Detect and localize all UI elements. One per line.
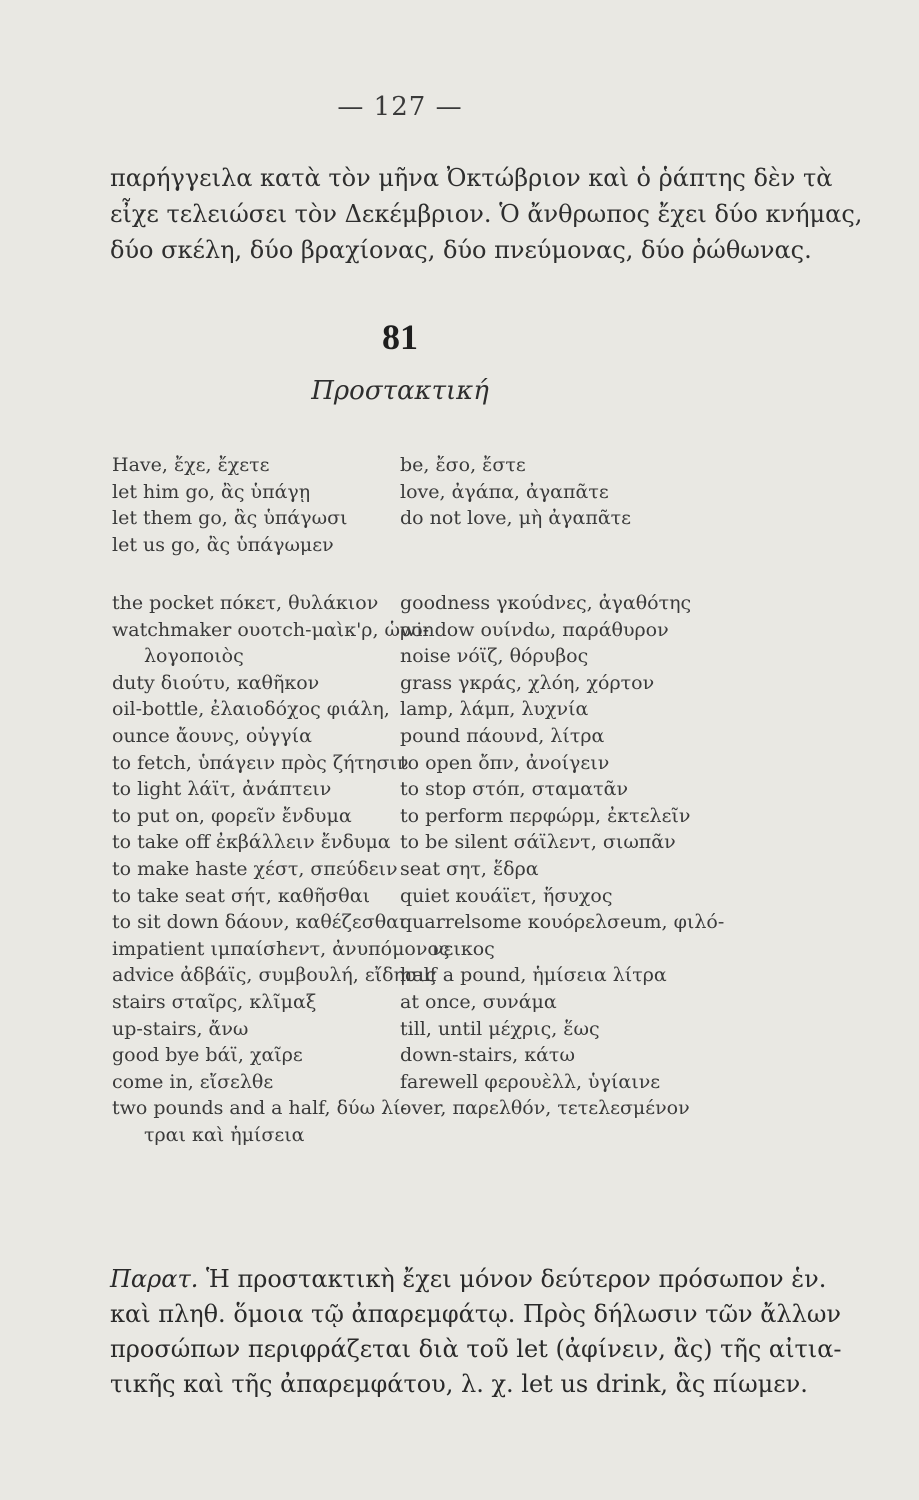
grammar-note bbox=[110, 1262, 842, 1402]
vocab-entry: ounce ἄουνς, οὐγγία bbox=[112, 724, 312, 747]
lesson-title: Προστακτική bbox=[311, 376, 489, 406]
vocab-entry: come in, εἴσελθε bbox=[112, 1070, 274, 1093]
intro-line: παρήγγειλα κατὰ τὸν μῆνα Ὀκτώβριον καὶ ὁ ῥάπτης δὲν τὰ bbox=[110, 164, 833, 192]
vocab-list-right bbox=[400, 590, 760, 1122]
vocab-entry: stairs σταῖρς, κλῖμαξ bbox=[112, 990, 317, 1013]
vocab-entry: up-stairs, ἄνω bbox=[112, 1017, 249, 1040]
note-text: Ἡ προστακτικὴ ἔχει μόνον δεύτερον πρόσωπον ἑν. bbox=[206, 1265, 827, 1293]
vocab-entry: till, until μέχρις, ἕως bbox=[400, 1017, 600, 1040]
vocab-list-left bbox=[112, 590, 450, 1148]
vocab-entry: to stop στόπ, σταματᾶν bbox=[400, 778, 629, 801]
vocab-column-right bbox=[400, 452, 760, 1232]
intro-paragraph bbox=[110, 160, 863, 268]
vocab-entry: to take off ἐκβάλλειν ἔνδυμα bbox=[112, 831, 391, 854]
lesson-number: 81 bbox=[382, 317, 418, 357]
vocab-entry: to put on, φορεῖν ἔνδυμα bbox=[112, 804, 352, 827]
vocab-entry: down-stairs, κάτω bbox=[400, 1044, 575, 1067]
vocab-entry: duty διούτυ, καθῆκον bbox=[112, 671, 320, 694]
vocab-entry: good bye bάϊ, χαῖρε bbox=[112, 1044, 303, 1067]
vocab-entry: to open ὄπν, ἀνοίγειν bbox=[400, 751, 610, 774]
vocab-entry: pound πάουνd, λίτρα bbox=[400, 724, 605, 747]
vocab-entry: let them go, ἂς ὑπάγωσι bbox=[112, 507, 348, 530]
vocab-entry: two pounds and a half, δύω λί- bbox=[112, 1097, 408, 1120]
vocab-entry: lamp, λάμπ, λυχνία bbox=[400, 698, 589, 721]
vocab-entry: impatient ιμπαίσhεντ, ἀνυπόμονος bbox=[112, 937, 450, 960]
vocab-entry: τραι καὶ ἡμίσεια bbox=[144, 1123, 305, 1146]
vocab-entry: quiet κουάϊετ, ἥσυχος bbox=[400, 884, 613, 907]
vocab-entry: to take seat σήτ, καθῆσθαι bbox=[112, 884, 371, 907]
vocab-entry: grass γκράς, χλόη, χόρτον bbox=[400, 671, 655, 694]
intro-line: εἶχε τελειώσει τὸν Δεκέμβριον. Ὁ ἄνθρωπος ἔχει δύο κνήμας, bbox=[110, 200, 863, 228]
vocab-entry: noise νόϊζ, θόρυβος bbox=[400, 645, 589, 668]
vocab-entry: oil-bottle, ἐλαιοδόχος φιάλη, bbox=[112, 698, 390, 721]
vocab-entry: half a pound, ἡμίσεια λίτρα bbox=[400, 964, 667, 987]
vocab-entry: νεικος bbox=[432, 937, 495, 960]
vocab-entry: Have, ἔχε, ἔχετε bbox=[112, 454, 270, 476]
vocab-entry: advice ἀδβάϊς, συμβουλή, εἴδησις bbox=[112, 964, 437, 987]
vocab-entry: λογοποιὸς bbox=[144, 645, 244, 668]
vocab-entry: love, ἀγάπα, ἀγαπᾶτε bbox=[400, 480, 609, 503]
note-line: τικῆς καὶ τῆς ἀπαρεμφάτου, λ. χ. let us drink, ἂς πίωμεν. bbox=[110, 1370, 808, 1398]
vocab-column-left bbox=[112, 452, 450, 1232]
vocab-entry: do not love, μὴ ἀγαπᾶτε bbox=[400, 507, 632, 530]
imperative-examples-left bbox=[112, 452, 412, 558]
vocab-entry: to make haste χέστ, σπεύδειν bbox=[112, 857, 398, 880]
vocab-entry: seat σητ, ἕδρα bbox=[400, 857, 539, 880]
vocab-entry: goodness γκούdνες, ἀγαθότης bbox=[400, 592, 692, 614]
vocab-entry: at once, συνάμα bbox=[400, 990, 557, 1013]
vocab-entry: let him go, ἂς ὑπάγῃ bbox=[112, 480, 311, 503]
vocab-entry: farewell φερουὲλλ, ὑγίαινε bbox=[400, 1070, 661, 1093]
page-number: — 127 — bbox=[337, 92, 463, 122]
note-label: Παρατ. bbox=[110, 1265, 199, 1293]
vocab-entry: the pocket πόκετ, θυλάκιον bbox=[112, 592, 379, 614]
vocab-entry: watchmaker ουοτch-μαὶκ'ρ, ὡρο- bbox=[112, 618, 430, 641]
vocab-entry: to fetch, ὑπάγειν πρὸς ζήτησιν bbox=[112, 751, 409, 774]
vocab-entry: to perform περφώρμ, ἐκτελεῖν bbox=[400, 804, 691, 827]
note-line bbox=[110, 1262, 827, 1297]
imperative-examples-right bbox=[400, 452, 760, 532]
vocab-entry: window ουίνdω, παράθυρον bbox=[400, 618, 669, 641]
vocab-entry: to sit down δάουν, καθέζεσθαι bbox=[112, 911, 407, 934]
vocab-entry: quarrelsome κουόρελσeum, φιλό- bbox=[400, 911, 725, 934]
vocab-entry: over, παρελθόν, τετελεσμένον bbox=[400, 1097, 690, 1120]
intro-line: δύο σκέλη, δύο βραχίονας, δύο πνεύμονας, δύο ῥώθωνας. bbox=[110, 236, 812, 264]
vocab-entry: be, ἔσο, ἔστε bbox=[400, 454, 526, 476]
note-line: καὶ πληθ. ὅμοια τῷ ἀπαρεμφάτῳ. Πρὸς δήλωσιν τῶν ἄλλων bbox=[110, 1300, 842, 1328]
note-line: προσώπων περιφράζεται διὰ τοῦ let (ἀφίνειν, ἂς) τῆς αἰτια- bbox=[110, 1335, 842, 1363]
vocab-entry: let us go, ἂς ὑπάγωμεν bbox=[112, 533, 334, 556]
vocab-entry: to be silent σάϊλεντ, σιωπᾶν bbox=[400, 831, 676, 854]
vocab-entry: to light λάϊτ, ἀνάπτειν bbox=[112, 778, 332, 801]
